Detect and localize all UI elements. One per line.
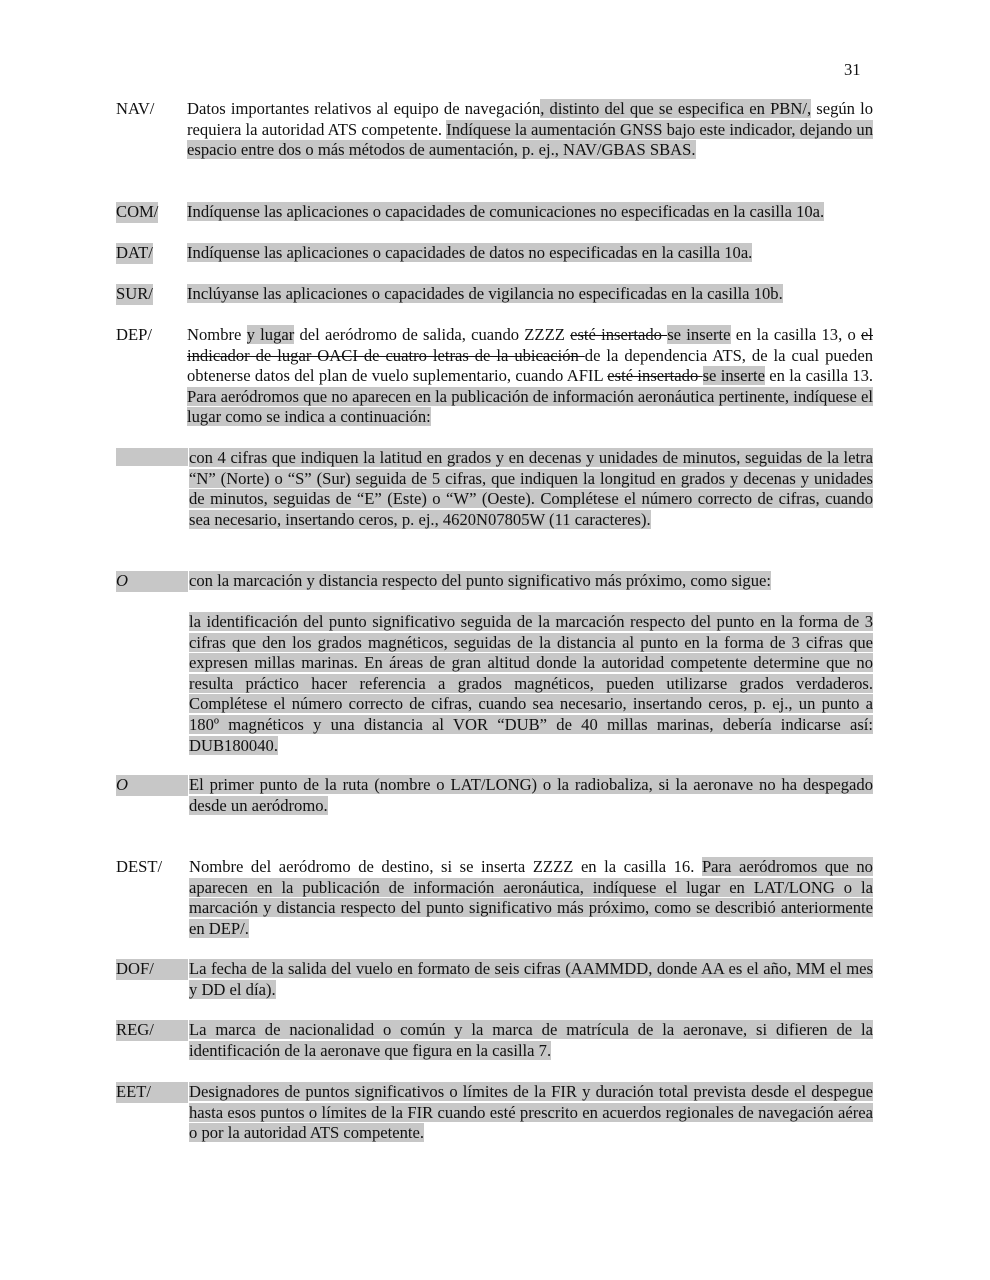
item-label-o1 (116, 571, 188, 592)
com-text: Indíquense las aplicaciones o capacidades de comunicaciones no especificadas en la casilla 10a. (187, 202, 825, 221)
item-text-latlong (189, 448, 873, 530)
item-text-dep (187, 325, 873, 428)
dep-text-part1: Nombre (187, 325, 247, 344)
eet-text: Designadores de puntos significativos o límites de la FIR y duración total prevista desde el despegue hasta esos puntos o límites de la FIR cuando esté prescrito en acuerdos regionales de navegación aérea o por la autoridad ATS competente. (189, 1082, 873, 1143)
nav-text-part2: , distinto del que se especifica en PBN/, (540, 99, 812, 118)
o2-label: O (116, 775, 188, 796)
dep-struck-3: esté insertado (607, 366, 703, 386)
dest-text-part2: Para aeródromos que no aparecen en la publicación de información aeronáutica, indíquese el lugar en LAT/LONG o la marcación y distancia respecto del punto significativo más próximo, como se describió anteriormente en DEP/. (189, 857, 873, 938)
o2-text: El primer punto de la ruta (nombre o LAT/LONG) o la radiobaliza, si la aeronave no ha despegado desde un aeródromo. (189, 775, 873, 815)
item-label-com: COM/ (116, 202, 159, 221)
dof-text: La fecha de la salida del vuelo en formato de seis cifras (AAMMDD, donde AA es el año, MM el mes y DD el día). (189, 959, 873, 999)
item-text-dest (189, 857, 873, 939)
nav-text-part4: Indíquese la aumentación GNSS bajo este indicador, dejando un espacio entre dos o más métodos de aumentación, p. ej., NAV/GBAS SBAS. (187, 119, 874, 160)
dep-text-part7: se inserte (702, 366, 765, 386)
item-label-dat: DAT/ (116, 243, 153, 262)
item-text-eet (189, 1082, 873, 1144)
item-text-reg (189, 1020, 873, 1061)
dep-text-part5: en la casilla 13, o (730, 325, 862, 344)
dep-struck-1: esté insertado (570, 325, 668, 344)
bearing-text: la identificación del punto significativo seguida de la marcación respecto del punto en la forma de 3 cifras que den los grados magnéticos, seguidas de la distancia al punto en la forma de 3 cifras que expresen millas marinas. En áreas de gran altitud donde la autoridad competente determine que no resulta práctico hacer referencia a grados magnéticos, pueden utilizarse grados verdaderos. Complétese el número correcto de cifras, cuando sea necesario, insertando ceros, p. ej., un punto a 180º magnéticos y una distancia al VOR “DUB” de 40 millas marinas, debería indicarse así: DUB180040. (189, 612, 873, 755)
item-label-dof: DOF/ (116, 959, 188, 980)
item-text-sur (187, 284, 873, 305)
dep-text-part3: del aeródromo de salida, cuando ZZZZ (294, 325, 571, 344)
item-text-dat (187, 243, 873, 264)
item-label-nav: NAV/ (116, 99, 155, 118)
item-text-com (187, 202, 873, 223)
dep-text-part2: y lugar (246, 325, 295, 344)
item-label-eet: EET/ (116, 1082, 188, 1103)
item-text-o2 (189, 775, 873, 816)
page-number: 31 (844, 60, 861, 79)
item-text-o1 (189, 571, 873, 592)
dep-struck-2: el indicador de lugar OACI de cuatro letras de la ubicación (187, 325, 873, 365)
dep-text-part6: de la dependencia ATS, de la cual pueden obtenerse datos del plan de vuelo suplementario, cuando AFIL (187, 345, 873, 386)
item-text-dof (189, 959, 873, 1000)
latlong-tab-highlight (116, 448, 188, 469)
item-label-sur: SUR/ (116, 284, 153, 303)
item-label-o2 (116, 775, 188, 796)
dest-text-part1: Nombre del aeródromo de destino, si se inserta ZZZZ en la casilla 16. (189, 857, 702, 876)
reg-text: La marca de nacionalidad o común y la marca de matrícula de la aeronave, si difieren de la identificación de la aeronave que figura en la casilla 7. (189, 1020, 873, 1060)
latlong-text: con 4 cifras que indiquen la latitud en grados y en decenas y unidades de minutos, seguidas de la letra “N” (Norte) o “S” (Sur) seguida de 5 cifras, que indiquen la longitud en grados y decenas y unidades de minutos, seguidas de “E” (Este) o “W” (Oeste). Complétese el número correcto de cifras, cuando sea necesario, insertando ceros, p. ej., 4620N07805W (11 caracteres). (189, 448, 873, 529)
sur-text: Inclúyanse las aplicaciones o capacidades de vigilancia no especificadas en la casilla 10b. (187, 284, 783, 303)
dat-text: Indíquense las aplicaciones o capacidades de datos no especificadas en la casilla 10a. (187, 243, 753, 262)
nav-text-part3: según lo requiera la autoridad ATS competente. (187, 99, 873, 139)
dep-text-part9: Para aeródromos que no aparecen en la publicación de información aeronáutica pertinente, indíquese el lugar como se indica a continuación: (187, 386, 873, 427)
item-text-nav (187, 99, 873, 161)
dep-text-part4: se inserte (667, 325, 731, 344)
item-label-reg: REG/ (116, 1020, 188, 1041)
item-label-dest: DEST/ (116, 857, 163, 876)
item-text-bearing (189, 612, 873, 756)
item-label-dep: DEP/ (116, 325, 152, 344)
o1-text: con la marcación y distancia respecto del punto significativo más próximo, como sigue: (189, 571, 772, 590)
o1-label: O (116, 571, 188, 592)
nav-text-part1: Datos importantes relativos al equipo de navegación (187, 99, 541, 118)
dep-text-part8: en la casilla 13. (764, 366, 874, 386)
